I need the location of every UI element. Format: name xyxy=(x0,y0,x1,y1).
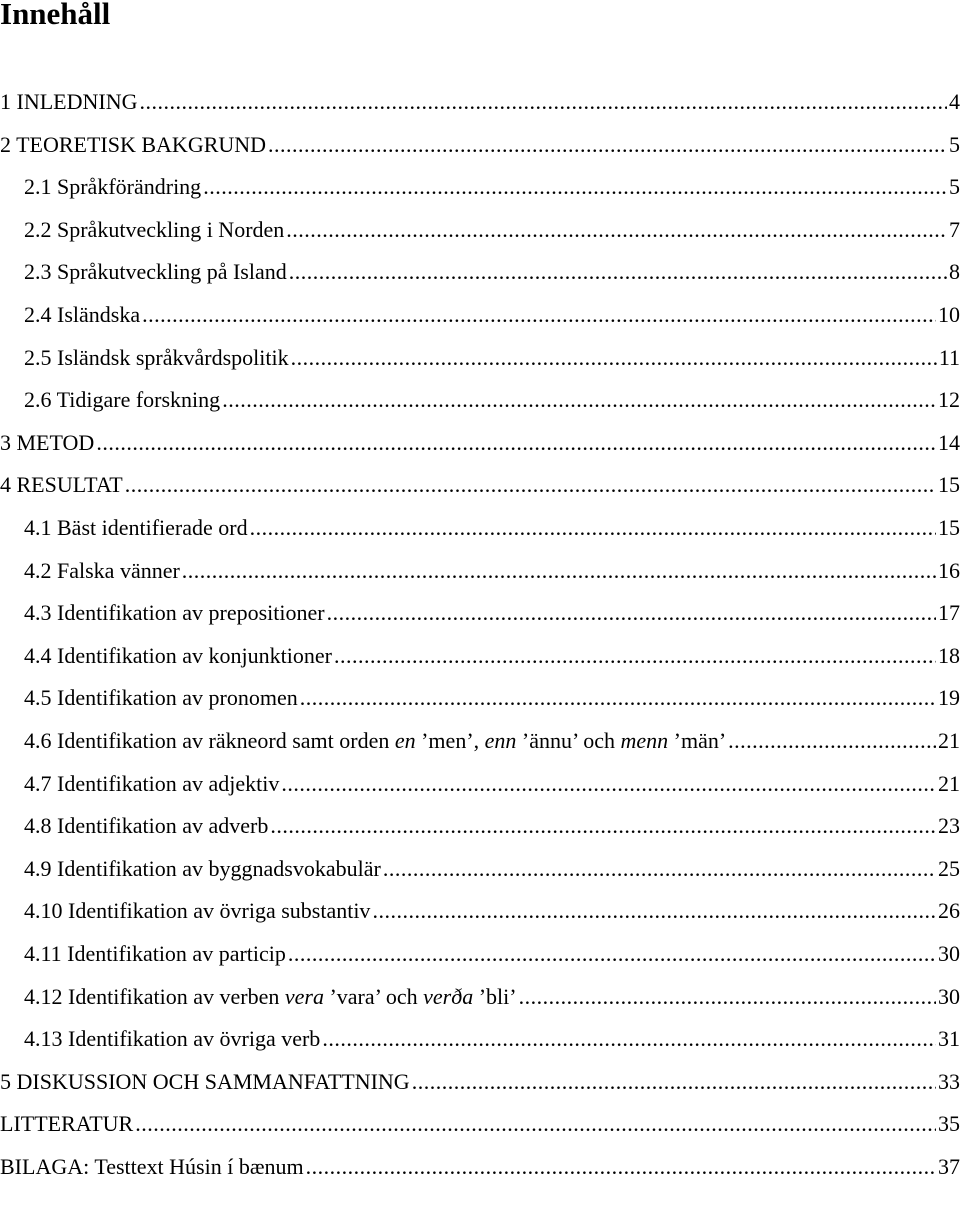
toc-entry[interactable] xyxy=(0,210,960,250)
toc-entry-label-text: ’men’, xyxy=(415,728,485,753)
toc-entry-label-text: 2.6 Tidigare forskning xyxy=(24,387,221,413)
toc-entry-label-text: 4.8 Identifikation av adverb xyxy=(24,813,269,839)
toc-leader-dots xyxy=(135,1104,936,1144)
toc-entry-label-text: 4.13 Identifikation av övriga verb xyxy=(24,1026,321,1052)
toc-entry-label-text: 2.3 Språkutveckling på Island xyxy=(24,259,287,285)
toc-leader-dots xyxy=(139,82,947,122)
toc-entry-label-text: 5 DISKUSSION OCH SAMMANFATTNING xyxy=(0,1068,410,1094)
toc-page-number: 12 xyxy=(938,387,960,413)
toc-page-number: 30 xyxy=(938,983,960,1009)
toc-page-number: 30 xyxy=(938,941,960,966)
toc-entry[interactable] xyxy=(0,806,960,846)
toc-page-number: 5 xyxy=(949,174,960,200)
toc-entry-label-text: 4.7 Identifikation av adjektiv xyxy=(24,770,280,796)
toc-entry-label xyxy=(0,849,383,889)
toc-entry-label-text: 4.6 Identifikation av räkneord samt orden xyxy=(24,728,395,753)
toc-leader-dots xyxy=(322,1019,936,1059)
toc-entry-label xyxy=(0,1062,412,1102)
toc-entry-label-text: 2.1 Språkförändring xyxy=(24,174,202,200)
toc-page-number: 17 xyxy=(938,600,960,626)
toc-entry-label xyxy=(0,210,286,250)
toc-entry[interactable] xyxy=(0,721,960,761)
toc-entry-label-text: ’bli’ xyxy=(473,983,517,1009)
toc-entry-label-text: 4.10 Identifikation av övriga substantiv xyxy=(24,898,371,924)
toc-entry-label xyxy=(0,380,222,420)
toc-page-number: 16 xyxy=(938,557,960,583)
toc-page-number: 8 xyxy=(949,259,960,285)
toc-entry[interactable] xyxy=(0,1147,960,1187)
toc-entry-label xyxy=(0,764,281,804)
toc-page-number: 31 xyxy=(938,1026,960,1052)
toc-entry-label-text: 1 INLEDNING xyxy=(0,89,138,114)
toc-leader-dots xyxy=(383,849,936,889)
toc-entry[interactable] xyxy=(0,508,960,548)
toc-entry-label xyxy=(0,1019,322,1059)
toc-entry-label-text: 4.9 Identifikation av byggnadsvokabulär xyxy=(24,855,381,881)
toc-entry[interactable] xyxy=(0,551,960,591)
toc-entry-label-italic: menn xyxy=(620,728,669,753)
toc-entry-label-text: 4.3 Identifikation av prepositioner xyxy=(24,600,325,626)
toc-entry[interactable] xyxy=(0,1062,960,1102)
toc-entry-label-italic: enn xyxy=(484,728,517,753)
toc-entry-label-text: 4 RESULTAT xyxy=(0,472,123,498)
toc-entry-label xyxy=(0,636,334,676)
toc-leader-dots xyxy=(334,636,936,676)
toc-page-number: 15 xyxy=(938,515,960,540)
toc-entry[interactable] xyxy=(0,849,960,889)
toc-entry-label-text: 2 TEORETISK BAKGRUND xyxy=(0,131,267,157)
toc-page-number: 14 xyxy=(938,429,960,455)
toc-entry-label-italic: verða xyxy=(423,983,474,1009)
toc-entry-label xyxy=(0,167,203,207)
toc-entry[interactable] xyxy=(0,252,960,292)
toc-entry-label-text: 2.4 Isländska xyxy=(24,302,141,327)
toc-leader-dots xyxy=(519,977,936,1017)
toc-leader-dots xyxy=(286,210,947,250)
toc-page-number: 15 xyxy=(938,472,960,498)
toc-entry[interactable] xyxy=(0,167,960,207)
toc-page-number: 33 xyxy=(938,1068,960,1094)
toc-entry-label-text: ’män’ xyxy=(668,728,727,753)
toc-page-number: 5 xyxy=(949,131,960,157)
toc-page-number: 35 xyxy=(938,1111,960,1137)
toc-entry-label xyxy=(0,806,270,846)
toc-entry-label-text: 4.4 Identifikation av konjunktioner xyxy=(24,642,332,668)
toc-leader-dots xyxy=(412,1062,936,1102)
toc-leader-dots xyxy=(203,167,947,207)
toc-entry-label xyxy=(0,721,728,761)
toc-page-number: 11 xyxy=(938,344,960,370)
toc-entry-label-text: 3 METOD xyxy=(0,429,95,455)
toc-entry[interactable] xyxy=(0,465,960,505)
toc-entry-label-text: BILAGA: Testtext Húsin í bænum xyxy=(0,1154,304,1179)
toc-page-number: 21 xyxy=(938,770,960,796)
toc-leader-dots xyxy=(270,806,936,846)
toc-entry[interactable] xyxy=(0,380,960,420)
toc-page-number: 19 xyxy=(938,685,960,711)
toc-page-number: 26 xyxy=(938,898,960,924)
toc-page-number: 21 xyxy=(938,728,960,753)
toc-page-number: 23 xyxy=(938,813,960,839)
toc-entry[interactable] xyxy=(0,764,960,804)
toc-entry-label-text: ’ännu’ och xyxy=(516,728,621,753)
toc-entry-label xyxy=(0,338,291,378)
toc-leader-dots xyxy=(142,295,936,335)
toc-leader-dots xyxy=(268,125,947,165)
toc-entry-label-text: LITTERATUR xyxy=(0,1111,134,1137)
toc-entry-label xyxy=(0,1104,135,1144)
toc-entry-label-text: ’vara’ och xyxy=(323,983,424,1009)
toc-leader-dots xyxy=(372,891,936,931)
toc-leader-dots xyxy=(281,764,936,804)
toc-leader-dots xyxy=(327,593,936,633)
toc-entry[interactable] xyxy=(0,636,960,676)
toc-leader-dots xyxy=(291,338,937,378)
toc-entry[interactable] xyxy=(0,678,960,718)
toc-page-number: 18 xyxy=(938,642,960,668)
toc-entry[interactable] xyxy=(0,338,960,378)
toc-entry-label xyxy=(0,977,519,1017)
toc-leader-dots xyxy=(182,551,936,591)
toc-entry[interactable] xyxy=(0,1019,960,1059)
toc-entry[interactable] xyxy=(0,125,960,165)
toc-entry-label xyxy=(0,1147,306,1187)
toc-entry-label-text: 4.5 Identifikation av pronomen xyxy=(24,685,298,711)
toc-entry-label xyxy=(0,82,139,122)
toc-page-number: 37 xyxy=(938,1154,960,1179)
toc-entry-label xyxy=(0,465,125,505)
toc-leader-dots xyxy=(306,1147,936,1187)
toc-entry-label-text: 2.2 Språkutveckling i Norden xyxy=(24,216,285,242)
toc-entry-label xyxy=(0,891,372,931)
toc-entry-label-text: 4.1 Bäst identifierade ord xyxy=(24,515,248,540)
toc-entry-label xyxy=(0,423,96,463)
toc-entry-label xyxy=(0,551,182,591)
toc-entry[interactable] xyxy=(0,593,960,633)
toc-entry-label xyxy=(0,252,289,292)
toc-page-number: 10 xyxy=(938,302,960,327)
toc-page-number: 25 xyxy=(938,855,960,881)
toc-leader-dots xyxy=(96,423,936,463)
toc-leader-dots xyxy=(728,721,936,761)
toc-leader-dots xyxy=(222,380,936,420)
toc-leader-dots xyxy=(300,678,936,718)
toc-entry-label-text: 2.5 Isländsk språkvårdspolitik xyxy=(24,344,289,370)
toc-entry[interactable] xyxy=(0,82,960,122)
toc-entry-label xyxy=(0,934,288,974)
toc-leader-dots xyxy=(288,934,936,974)
toc-entry-label-text: 4.2 Falska vänner xyxy=(24,557,180,583)
toc-leader-dots xyxy=(289,252,947,292)
toc-entry-label-italic: vera xyxy=(284,983,324,1009)
toc-entry-label xyxy=(0,295,142,335)
toc-entry[interactable] xyxy=(0,423,960,463)
toc-entry[interactable] xyxy=(0,934,960,974)
toc-entry-label xyxy=(0,125,268,165)
toc-entry-label-text: 4.11 Identifikation av particip xyxy=(24,941,286,966)
toc-entry-label-text: 4.12 Identifikation av verben xyxy=(24,983,285,1009)
toc-entry[interactable] xyxy=(0,295,960,335)
toc-page-number: 7 xyxy=(949,216,960,242)
toc-entry-label xyxy=(0,678,300,718)
toc-leader-dots xyxy=(250,508,936,548)
toc-entry[interactable] xyxy=(0,891,960,931)
toc-entry[interactable] xyxy=(0,977,960,1017)
toc-entry[interactable] xyxy=(0,1104,960,1144)
toc-entry-label-italic: en xyxy=(394,728,416,753)
toc-leader-dots xyxy=(125,465,936,505)
toc-entry-label xyxy=(0,508,250,548)
toc-page-number: 4 xyxy=(949,89,960,114)
toc-entry-label xyxy=(0,593,327,633)
page-title: Innehåll xyxy=(0,0,111,31)
